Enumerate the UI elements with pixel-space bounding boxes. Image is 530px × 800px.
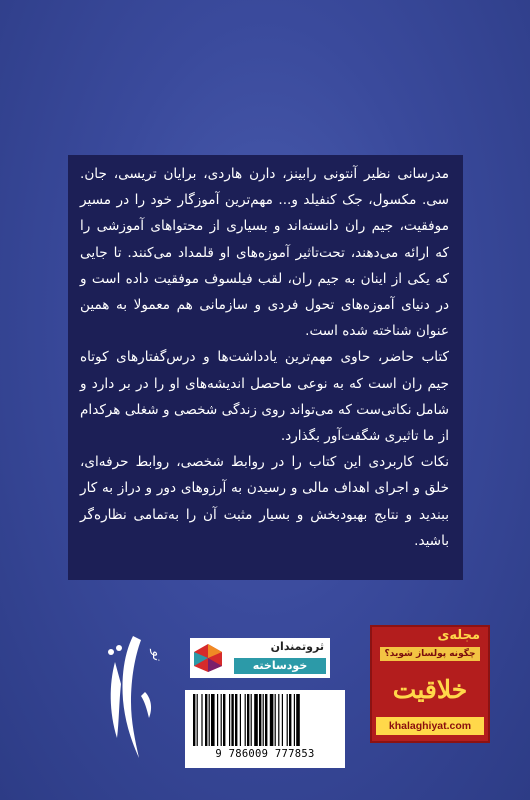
barcode-number: 9 786009 777853: [215, 748, 315, 760]
barcode-bar: [294, 694, 295, 746]
barcode-bar: [245, 694, 246, 746]
magazine-title: خلاقیت: [392, 675, 468, 704]
barcode-bar: [221, 694, 222, 746]
barcode-bar: [209, 694, 210, 746]
barcode-bar: [231, 694, 233, 746]
barcode-bar: [259, 694, 261, 746]
barcode-bar: [247, 694, 249, 746]
blurb-paragraph-1: مدرسانی نظیر آنتونی رابینز، دارن هاردی، برایان تریسی، جان. سی. مکسول، جک کنفیلد و... مهم‌ترین آموزگار خود را در مسیر موفقیت، جیم ران دانسته‌اند و بسیاری از محتواهای آموزشی را که ارائه می‌دهند، تحت‌تاثیر آموزه‌های او قلمداد می‌کنند. تا جایی که یکی از اینان به جیم ران، لقب فیلسوف موفقیت داده است و در دنیای آموزه‌های تحول فردی و سازمانی هم معمولا به همین عنوان شناخته شده است.: [80, 166, 449, 340]
barcode-bar: [263, 694, 264, 746]
barcode-bar: [235, 694, 237, 746]
magazine-badge: [370, 625, 490, 743]
barcode-bar: [197, 694, 198, 746]
barcode-bar: [289, 694, 291, 746]
barcode-bar: [223, 694, 225, 746]
barcode-bar: [282, 694, 283, 746]
barcode-bar: [229, 694, 230, 746]
barcode-bar: [193, 694, 195, 746]
barcode-bar: [287, 694, 288, 746]
series-mark-icon: [192, 642, 224, 674]
barcode-bar: [205, 694, 207, 746]
svg-text:نو: نو: [149, 650, 164, 661]
publisher-calligraphy-logo: [95, 622, 165, 772]
magazine-tagline: چگونه پولساز شوید؟: [380, 647, 480, 661]
barcode-bar: [254, 694, 258, 746]
barcode-bar: [251, 694, 252, 746]
series-title-top: ثروتمندان: [270, 640, 324, 653]
series-title-bottom: خودساخته: [234, 658, 326, 674]
isbn-barcode: [185, 690, 345, 768]
barcode-bars: [193, 694, 337, 746]
blurb-panel: [68, 155, 463, 580]
series-logo: [190, 638, 330, 678]
barcode-bar: [211, 694, 215, 746]
barcode-bar: [278, 694, 279, 746]
barcode-bar: [270, 694, 274, 746]
magazine-url: khalaghiyat.com: [376, 717, 484, 735]
barcode-bar: [275, 694, 276, 746]
barcode-bar: [240, 694, 241, 746]
magazine-label: مجله‌ی: [437, 628, 480, 643]
barcode-bar: [201, 694, 202, 746]
barcode-bar: [265, 694, 267, 746]
barcode-bar: [296, 694, 300, 746]
barcode-bar: [217, 694, 218, 746]
blurb-paragraph-2: کتاب حاضر، حاوی مهم‌ترین یادداشت‌ها و درس‌گفتارهای کوتاه جیم ران است که به نوعی ماحصل اندیشه‌های او را در بر دارد و شامل نکاتی‌ست که می‌تواند روی زندگی شخصی و شغلی هرکدام از ما تاثیری شگفت‌آور بگذارد.: [80, 349, 449, 445]
blurb-paragraph-3: نکات کاربردی این کتاب را در روابط شخصی، روابط حرفه‌ای، خلق و اجرای اهداف مالی و رسیدن به آرزوهای دور و دراز به کار ببندید و نتایج بهبودبخش و بسیار مثبت آن را به‌تمامی نظاره‌گر باشید.: [80, 454, 449, 549]
